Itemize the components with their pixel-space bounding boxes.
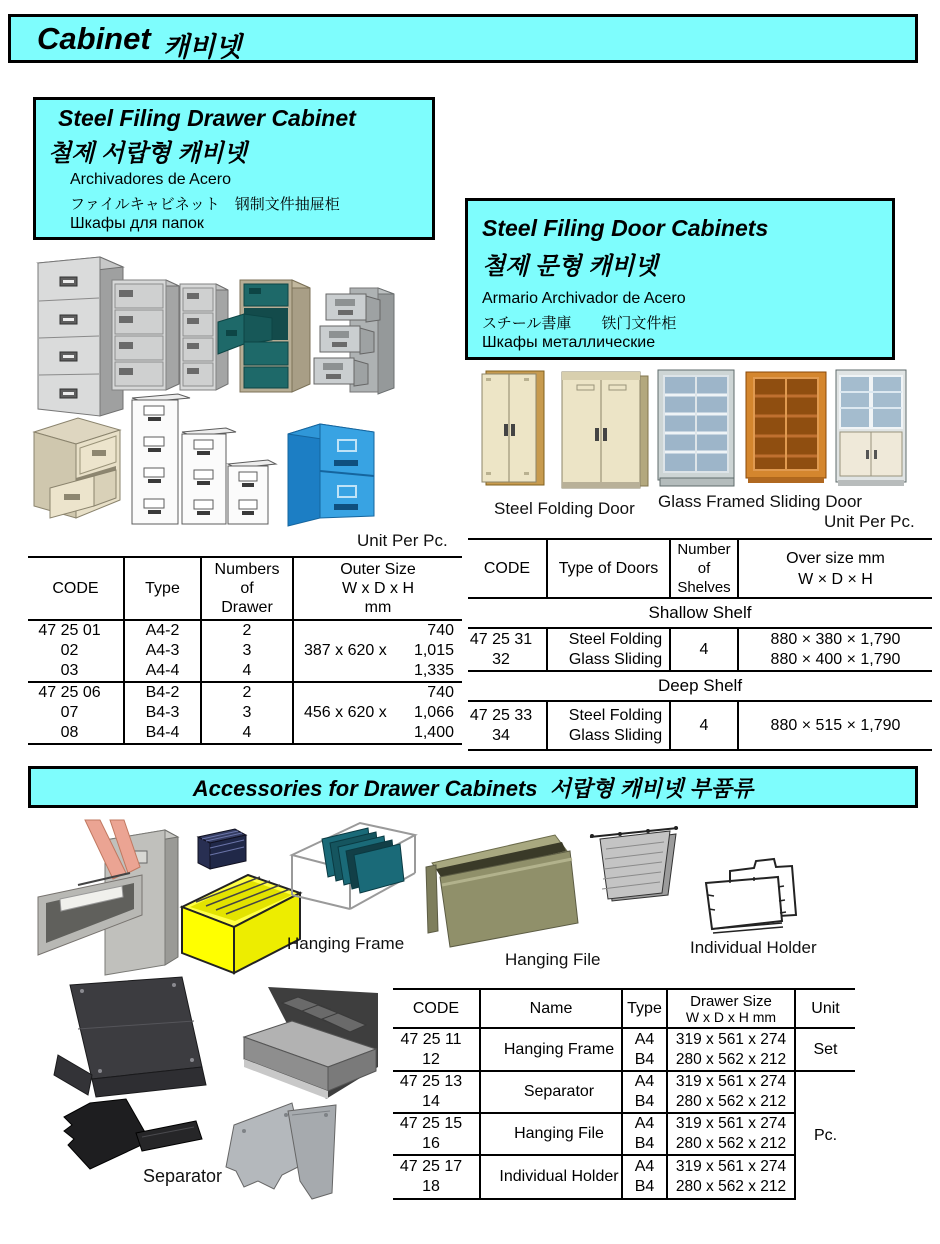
cabinet-glass-sliding-gray	[658, 370, 734, 486]
door-cabinet-table	[468, 538, 932, 751]
column-header-unit: Unit	[795, 989, 855, 1028]
separator-label: Separator	[143, 1166, 223, 1186]
hanging-frame-label: Hanging Frame	[287, 934, 405, 953]
size-cell: 880 × 380 × 1,790 880 × 400 × 1,790	[738, 628, 932, 671]
drawer-subtitle-ja-zh: ファイルキャビネット 钢制文件抽屉柜	[70, 196, 340, 213]
type-cell: A4-2 A4-3 A4-4	[124, 620, 201, 682]
door-subtitle-ja-zh: スチール書庫 铁门文件柜	[482, 315, 677, 332]
drawer-cabinet-table	[28, 556, 462, 745]
separator-drawer-photo	[244, 987, 378, 1099]
yellow-hanging-frame	[182, 875, 300, 973]
type-cell: B4-2 B4-3 B4-4	[124, 682, 201, 744]
accessories-banner	[28, 766, 918, 808]
table-row	[393, 1071, 855, 1113]
cabinet-white-group	[132, 394, 276, 524]
name-cell: Hanging File	[480, 1113, 622, 1155]
dark-separator-pieces	[64, 1099, 202, 1169]
column-header-code: CODE	[468, 539, 547, 598]
column-header-doors: Type of Doors	[547, 539, 670, 598]
shelves-cell: 4	[670, 701, 738, 750]
green-hanging-file	[426, 835, 578, 947]
drawer-section-title-box	[33, 97, 435, 240]
size-cell: 456 x 620 x 740 1,066 1,400	[293, 682, 462, 744]
size-cell: 387 x 620 x 740 1,015 1,335	[293, 620, 462, 682]
deep-shelf-band: Deep Shelf	[468, 671, 932, 701]
cabinet-glass-sliding-orange	[746, 372, 826, 483]
cabinet-combination-glass-steel	[836, 370, 906, 486]
type-cell: A4 B4	[622, 1071, 667, 1113]
drawer-unit-note: Unit Per Pc.	[357, 531, 448, 550]
door-cabinets-image	[478, 368, 938, 500]
accessories-title: Accessories for Drawer Cabinets 서랍형 캐비넷 부품류	[192, 775, 754, 801]
cabinet-cream-open-drawer	[34, 418, 120, 518]
type-cell: A4 B4	[622, 1028, 667, 1071]
individual-holder-drawing	[706, 859, 796, 933]
size-cell: 319 x 561 x 274 280 x 562 x 212	[667, 1071, 795, 1113]
code-cell: 47 25 15 16	[393, 1113, 480, 1155]
cabinet-teal-open-drawer	[218, 280, 310, 392]
cabinet-gray-drawers-out	[314, 288, 394, 394]
name-cell: Individual Holder	[480, 1155, 622, 1199]
door-title-ko: 철제 문형 캐비넷	[482, 253, 658, 280]
table-row	[28, 682, 462, 744]
cabinet-steel-folding-1	[482, 371, 544, 485]
unit-cell: Pc.	[795, 1071, 855, 1199]
drawers-cell: 2 3 4	[201, 682, 293, 744]
code-cell: 47 25 31 32	[468, 628, 547, 671]
glass-sliding-door-label: Glass Framed Sliding Door	[658, 492, 863, 511]
column-header-shelves: Number of Shelves	[670, 539, 738, 598]
code-cell: 47 25 33 34	[468, 701, 547, 750]
name-cell: Separator	[480, 1071, 622, 1113]
type-cell: A4 B4	[622, 1113, 667, 1155]
unit-cell: Set	[795, 1028, 855, 1071]
drawers-cell: 2 3 4	[201, 620, 293, 682]
accessories-table	[393, 988, 855, 1200]
table-row	[393, 1113, 855, 1155]
blue-files-box	[198, 829, 246, 869]
code-cell: 47 25 17 18	[393, 1155, 480, 1199]
code-cell: 47 25 06 07 08	[28, 682, 124, 744]
table-row	[393, 1028, 855, 1071]
steel-folding-door-label: Steel Folding Door	[494, 499, 635, 518]
column-header-type: Type	[622, 989, 667, 1028]
cabinet-blue	[288, 424, 374, 526]
code-cell: 47 25 01 02 03	[28, 620, 124, 682]
column-header-code: CODE	[28, 557, 124, 620]
door-title-en: Steel Filing Door Cabinets	[482, 215, 769, 241]
cabinet-4drawer-tall	[38, 257, 123, 416]
page-header-banner	[8, 14, 918, 63]
drawer-cabinets-image	[20, 248, 440, 533]
cabinet-steel-folding-2	[562, 372, 648, 488]
door-section-title-box	[465, 198, 895, 360]
page-title-ko: 캐비넷	[163, 32, 242, 62]
code-cell: 47 25 11 12	[393, 1028, 480, 1071]
shelves-cell: 4	[670, 628, 738, 671]
column-header-drawer-size: Drawer Size W x D x H mm	[667, 989, 795, 1028]
column-header-drawers: Numbers of Drawer	[201, 557, 293, 620]
drawer-title-en: Steel Filing Drawer Cabinet	[58, 105, 356, 131]
column-header-type: Type	[124, 557, 201, 620]
name-cell: Hanging Frame	[480, 1028, 622, 1071]
column-header-over-size: Over size mm W × D × H	[738, 539, 932, 598]
page-title-en: Cabinet	[37, 21, 151, 56]
drawer-subtitle-ru: Шкафы для папок	[70, 215, 204, 232]
drawer-subtitle-es: Archivadores de Acero	[70, 171, 231, 188]
size-cell: 880 × 515 × 1,790	[738, 701, 932, 750]
size-cell: 319 x 561 x 274 280 x 562 x 212	[667, 1028, 795, 1071]
column-header-code: CODE	[393, 989, 480, 1028]
door-subtitle-ru: Шкафы металлические	[482, 334, 656, 351]
shallow-shelf-band: Shallow Shelf	[468, 598, 932, 628]
drawer-title-ko: 철제 서랍형 캐비넷	[48, 140, 247, 167]
door-unit-note: Unit Per Pc.	[824, 512, 915, 531]
column-header-outer-size: Outer Size W x D x H mm	[293, 557, 462, 620]
code-cell: 47 25 13 14	[393, 1071, 480, 1113]
dark-metal-plate	[54, 977, 206, 1097]
table-row	[393, 1155, 855, 1199]
size-cell: 319 x 561 x 274 280 x 562 x 212	[667, 1113, 795, 1155]
door-subtitle-es: Armario Archivador de Acero	[482, 290, 686, 307]
cabinet-4drawer-medium	[112, 280, 179, 390]
wire-frame-files	[292, 823, 415, 909]
type-cell: A4 B4	[622, 1155, 667, 1199]
door-type-cell: Steel Folding Glass Sliding	[547, 628, 670, 671]
individual-holder-label: Individual Holder	[690, 938, 817, 957]
door-type-cell: Steel Folding Glass Sliding	[547, 701, 670, 750]
size-cell: 319 x 561 x 274 280 x 562 x 212	[667, 1155, 795, 1199]
gray-separator-pieces	[226, 1103, 336, 1199]
cabinet-hand-photo	[38, 820, 178, 975]
table-row	[468, 628, 932, 671]
table-row	[28, 620, 462, 682]
table-row	[468, 701, 932, 750]
bw-hanging-file	[590, 826, 678, 901]
hanging-file-label: Hanging File	[505, 950, 601, 969]
column-header-name: Name	[480, 989, 622, 1028]
